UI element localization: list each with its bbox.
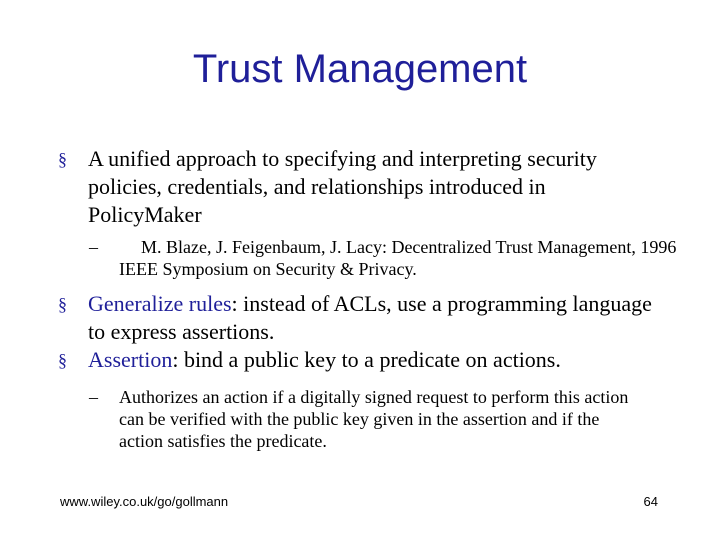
- sub-bullet-3: [89, 386, 639, 452]
- bullet-1-text: A unified approach to specifying and interpreting security policies, credentials, and relationships introduced in PolicyMaker: [88, 146, 597, 227]
- bullet-2-term: Generalize rules: [88, 291, 232, 316]
- dash-marker-icon: –: [89, 237, 98, 257]
- bullet-2-text: : instead of ACLs, use a programming language to express assertions.: [88, 291, 652, 344]
- bullet-marker-icon: §: [58, 149, 67, 169]
- bullet-1: [58, 145, 658, 229]
- sub-bullet-3-text: Authorizes an action if a digitally signed request to perform this action can be verified with the public key given in the assertion and if the action satisfies the predicate.: [119, 387, 629, 451]
- slide-title: Trust Management: [192, 47, 528, 91]
- bullet-2: [58, 290, 658, 346]
- sub-bullet-1-text: M. Blaze, J. Feigenbaum, J. Lacy: Decentralized Trust Management, 1996 IEEE Symposium on Security & Privacy.: [119, 237, 677, 279]
- sub-bullet-1: [89, 236, 679, 280]
- bullet-marker-icon: §: [58, 350, 67, 370]
- dash-marker-icon: –: [89, 387, 98, 407]
- bullet-3: [58, 346, 658, 374]
- bullet-3-text: : bind a public key to a predicate on actions.: [172, 347, 561, 372]
- bullet-3-term: Assertion: [88, 347, 173, 372]
- footer-url: www.wiley.co.uk/go/gollmann: [60, 494, 229, 509]
- bullet-marker-icon: §: [58, 294, 67, 314]
- page-number: 64: [643, 494, 658, 509]
